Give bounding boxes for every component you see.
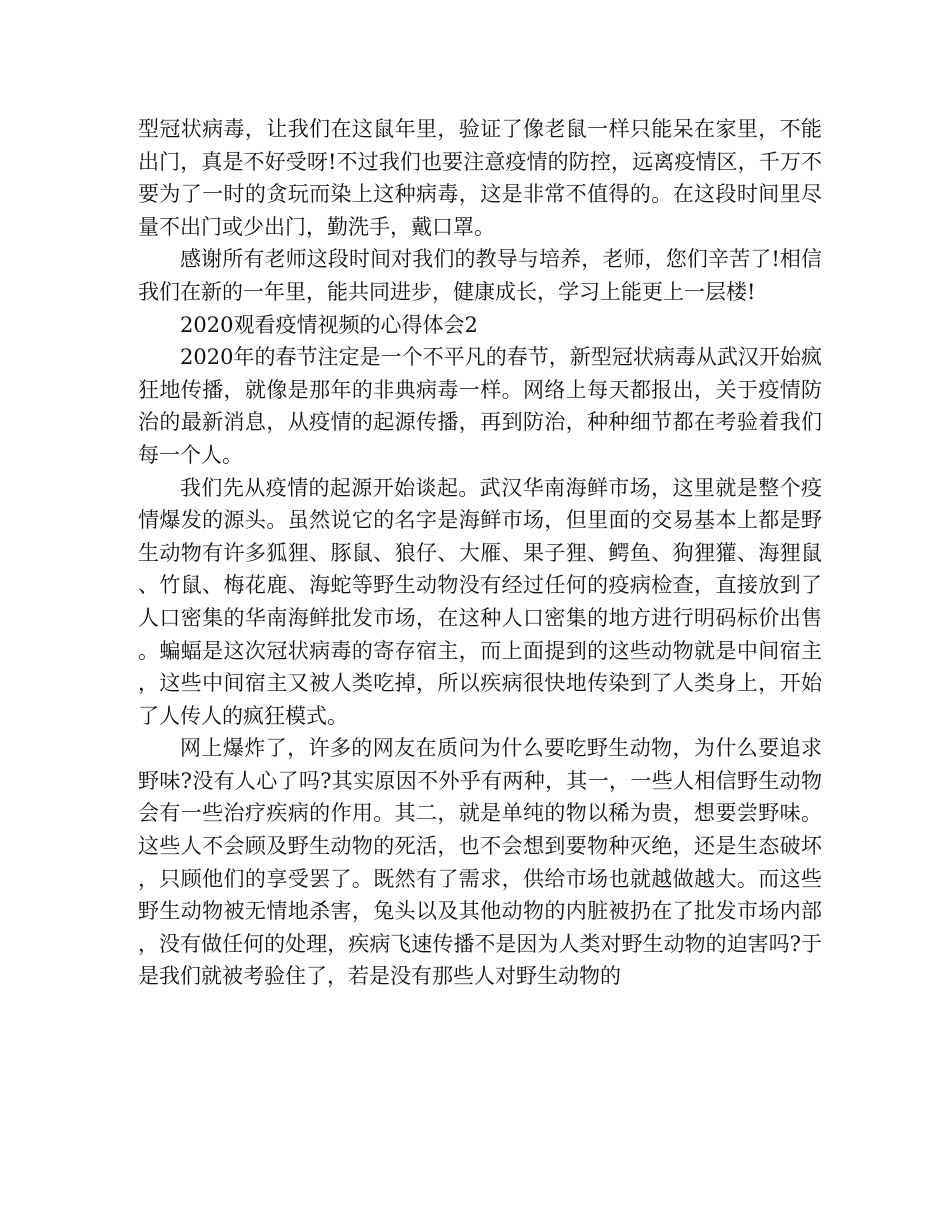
paragraph-spring-festival: 2020年的春节注定是一个不平凡的春节，新型冠状病毒从武汉开始疯狂地传播，就像是那年的非典病毒一样。网络上每天都报出，关于疫情防治的最新消息，从疫情的起源传播，再到防治，种种细节都在考验着我们每一个人。: [138, 345, 822, 467]
paragraph-continued: 型冠状病毒，让我们在这鼠年里，验证了像老鼠一样只能呆在家里，不能出门，真是不好受呀!不过我们也要注意疫情的防控，远离疫情区，千万不要为了一时的贪玩而染上这种病毒，这是非常不值得的。在这段时间里尽量不出门或少出门，勤洗手，戴口罩。: [138, 117, 822, 239]
paragraph-origin: 我们先从疫情的起源开始谈起。武汉华南海鲜市场，这里就是整个疫情爆发的源头。虽然说它的名字是海鲜市场，但里面的交易基本上都是野生动物有许多狐狸、豚鼠、狼仔、大雁、果子狸、鳄鱼、狗狸獾、海狸鼠、竹鼠、梅花鹿、海蛇等野生动物没有经过任何的疫病检查，直接放到了人口密集的华南海鲜批发市场，在这种人口密集的地方进行明码标价出售。蝙蝠是这次冠状病毒的寄存宿主，而上面提到的这些动物就是中间宿主，这些中间宿主又被人类吃掉，所以疾病很快地传染到了人类身上，开始了人传人的疯狂模式。: [138, 475, 822, 728]
section-title: 2020观看疫情视频的心得体会2: [180, 312, 478, 337]
paragraph-thanks: 感谢所有老师这段时间对我们的教导与培养，老师，您们辛苦了!相信我们在新的一年里，能共同进步，健康成长，学习上能更上一层楼!: [138, 247, 822, 304]
document-page: [138, 113, 822, 993]
paragraph-internet: 网上爆炸了，许多的网友在质问为什么要吃野生动物，为什么要追求野味?没有人心了吗?其实原因不外乎有两种，其一，一些人相信野生动物会有一些治疗疾病的作用。其二，就是单纯的物以稀为贵，想要尝野味。这些人不会顾及野生动物的死活，也不会想到要物种灭绝，还是生态破坏，只顾他们的享受罢了。既然有了需求，供给市场也就越做越大。而这些野生动物被无情地杀害，兔头以及其他动物的内脏被扔在了批发市场内部，没有做任何的处理，疾病飞速传播不是因为人类对野生动物的迫害吗?于是我们就被考验住了，若是没有那些人对野生动物的: [138, 736, 822, 989]
